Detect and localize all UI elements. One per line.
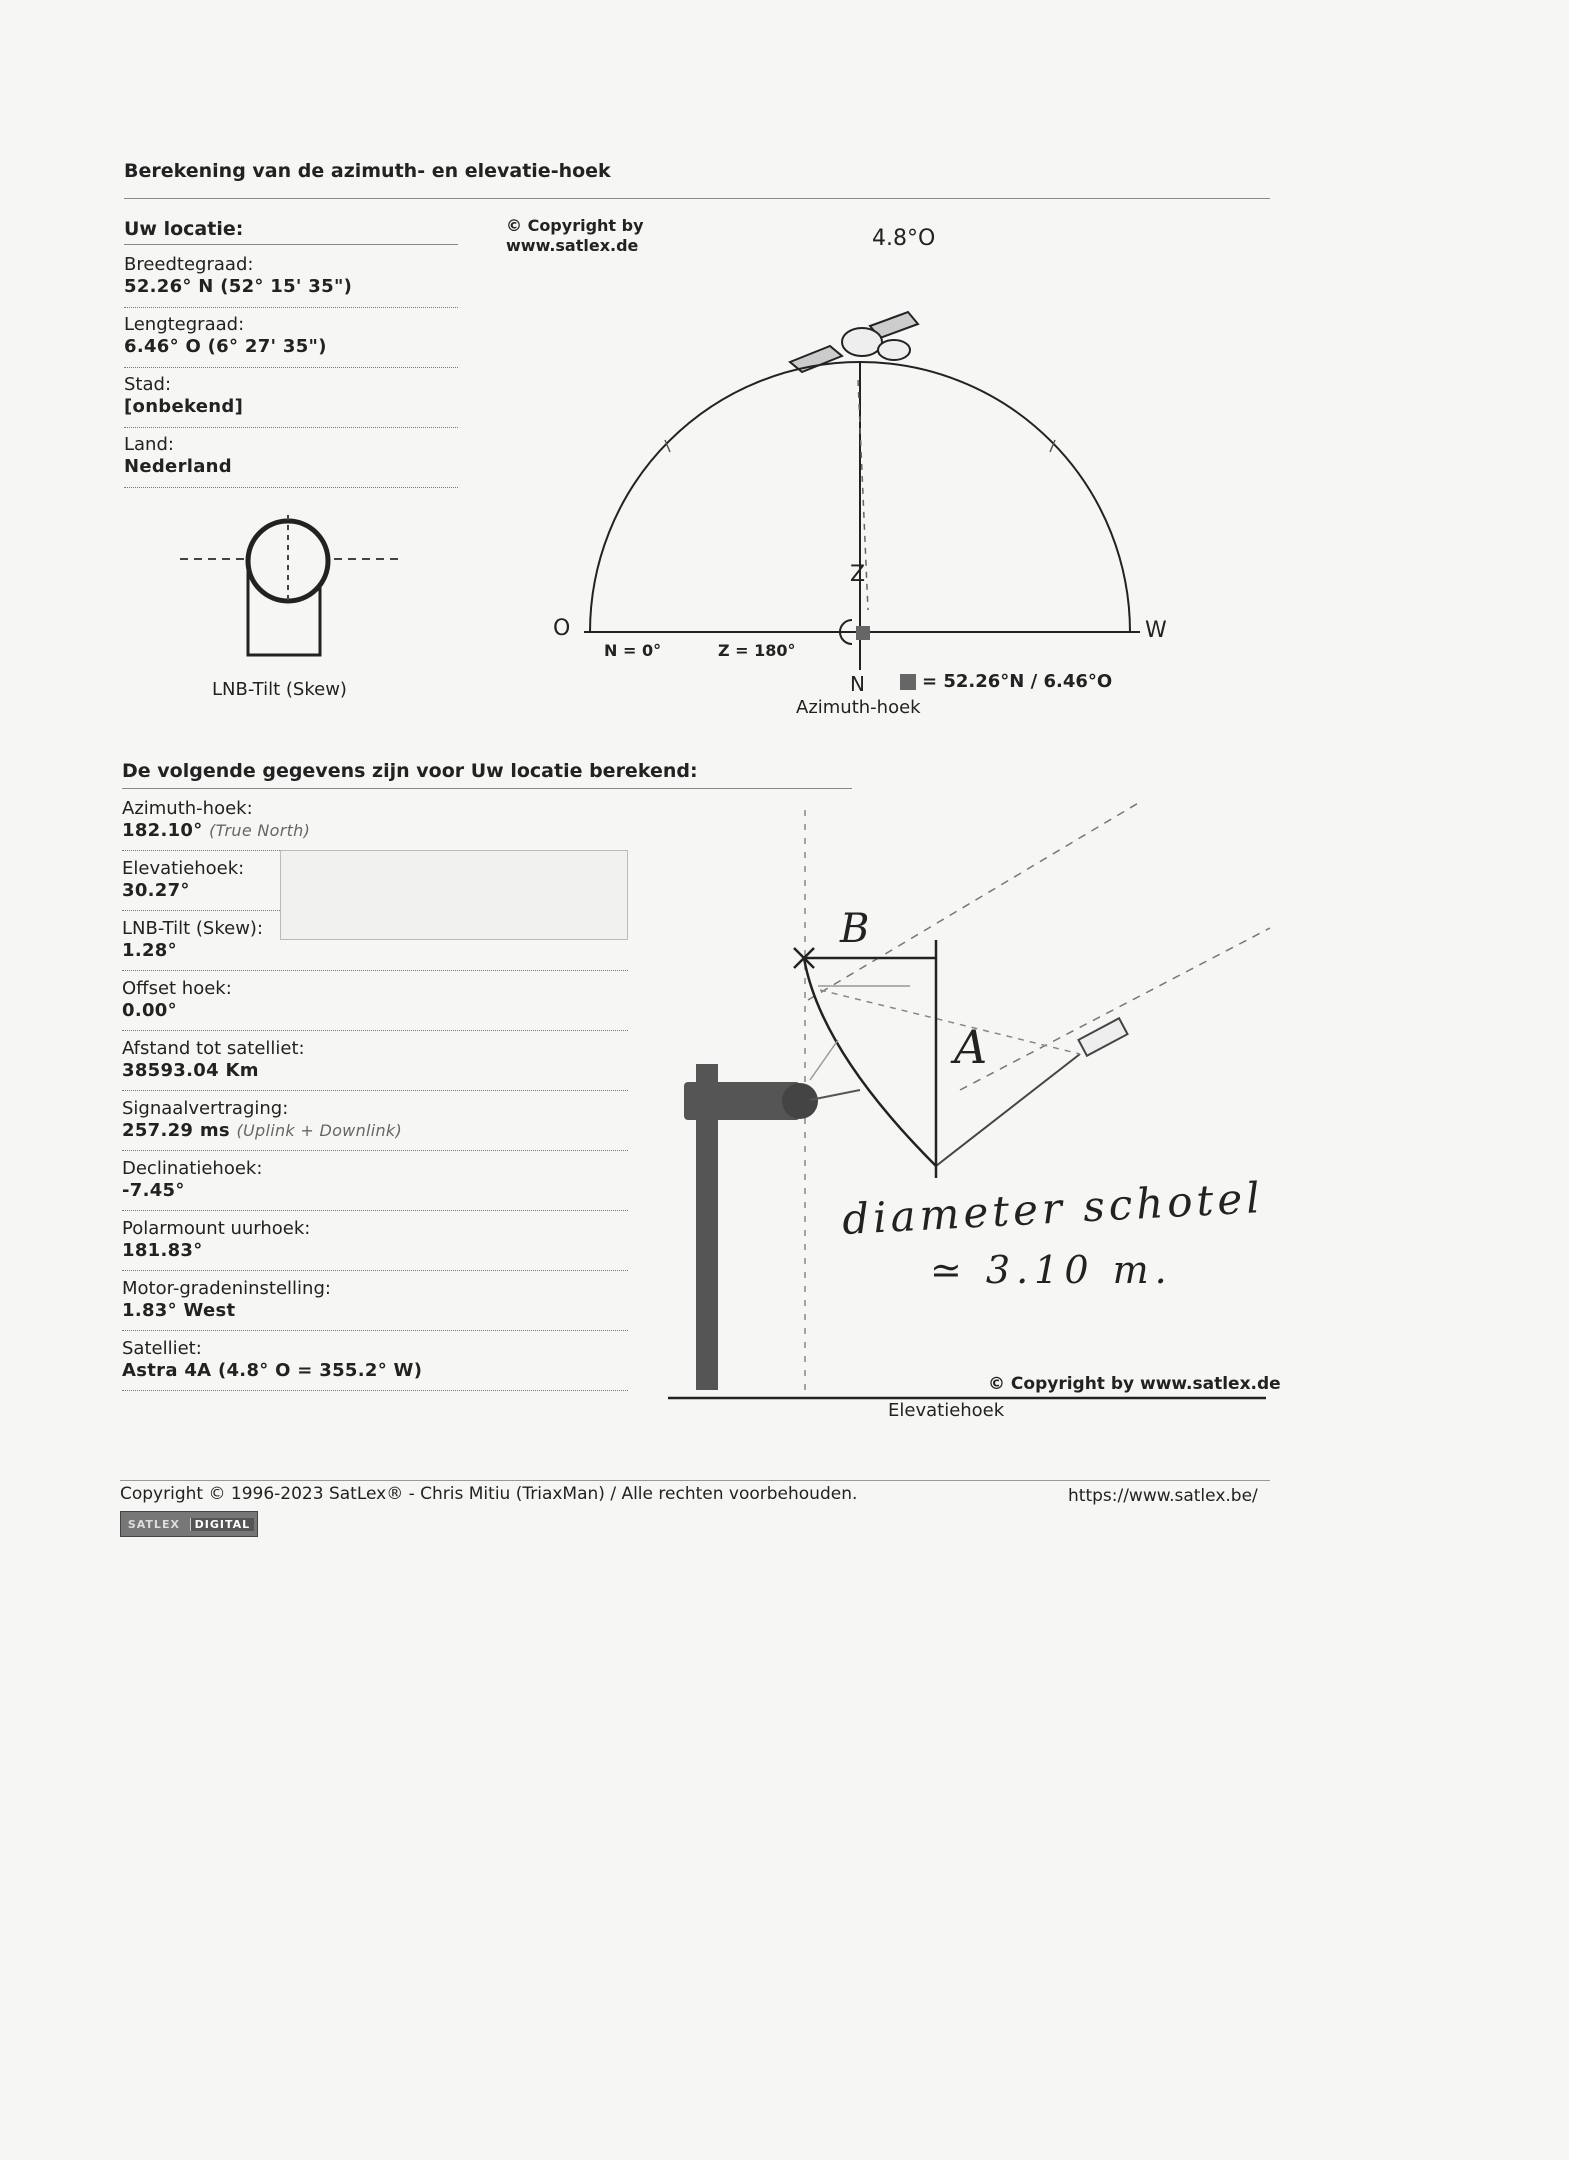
zenith-label: Z [850, 562, 866, 587]
footer-copyright: Copyright © 1996-2023 SatLex® - Chris Mitiu (TriaxMan) / Alle rechten voorbehouden. [120, 1484, 858, 1504]
result-motor [122, 1278, 331, 1322]
legend-marker [900, 674, 916, 690]
lnb-skew-diagram [170, 505, 410, 675]
declination-value: -7.45° [122, 1180, 185, 1201]
divider [122, 1030, 628, 1031]
title-divider [124, 198, 1270, 199]
satlex-digital-badge[interactable] [120, 1511, 258, 1537]
badge-left: SATLEX [127, 1517, 180, 1531]
annotation-a: A [954, 1020, 988, 1074]
copyright-line: © Copyright by [506, 216, 644, 235]
west-label: W [1145, 618, 1167, 643]
north-value: N = 0° [604, 641, 662, 660]
offset-label: Offset hoek: [122, 978, 232, 999]
handwritten-dish-label: diameter schotel [841, 1172, 1265, 1245]
results-heading-divider [122, 788, 852, 789]
signal-delay-note: (Uplink + Downlink) [236, 1121, 403, 1140]
location-item-longitude [124, 314, 327, 358]
country-label: Land: [124, 434, 174, 455]
result-declination [122, 1158, 262, 1202]
north-label: N [850, 672, 865, 696]
mount-hub [782, 1083, 818, 1119]
declination-label: Declinatiehoek: [122, 1158, 263, 1179]
elevation-value: 30.27° [122, 880, 190, 901]
location-item-country [124, 434, 232, 478]
result-skew [122, 918, 263, 962]
upper-ray [808, 802, 1140, 1000]
azimuth-caption: Azimuth-hoek [796, 697, 921, 718]
result-polarmount [122, 1218, 310, 1262]
azimuth-note: (True North) [209, 821, 311, 840]
divider [122, 1090, 628, 1091]
location-item-city [124, 374, 243, 418]
elevation-caption: Elevatiehoek [888, 1400, 1005, 1421]
location-heading: Uw locatie: [124, 218, 244, 240]
divider [122, 1390, 628, 1391]
copyright-url: www.satlex.de [506, 236, 639, 255]
elevation-label: Elevatiehoek: [122, 858, 245, 879]
result-distance [122, 1038, 305, 1082]
satellite-label: Satelliet: [122, 1338, 202, 1359]
result-satellite [122, 1338, 422, 1382]
offset-value: 0.00° [122, 1000, 177, 1021]
divider [122, 1330, 628, 1331]
divider [124, 307, 458, 308]
longitude-label: Lengtegraad: [124, 314, 245, 335]
elevation-diagram [660, 790, 1280, 1410]
annotation-b: B [840, 906, 870, 952]
lower-ray [960, 928, 1270, 1090]
longitude-value: 6.46° O (6° 27' 35") [124, 336, 327, 357]
distance-label: Afstand tot satelliet: [122, 1038, 305, 1059]
result-signal-delay [122, 1098, 402, 1142]
motor-label: Motor-gradeninstelling: [122, 1278, 331, 1299]
skew-caption: LNB-Tilt (Skew) [212, 679, 347, 700]
distance-value: 38593.04 Km [122, 1060, 259, 1081]
zenith-value: Z = 180° [718, 641, 796, 660]
badge-right: DIGITAL [190, 1518, 255, 1531]
east-label: O [553, 616, 571, 641]
location-item-latitude [124, 254, 352, 298]
divider [122, 1210, 628, 1211]
result-azimuth [122, 798, 310, 842]
focus-line [820, 990, 1080, 1054]
divider [124, 487, 458, 488]
azimuth-value: 182.10° [122, 820, 203, 841]
signal-delay-value: 257.29 ms [122, 1120, 230, 1141]
signal-delay-label: Signaalvertraging: [122, 1098, 289, 1119]
dish-profile [804, 958, 936, 1166]
page-title: Berekening van de azimuth- en elevatie-hoek [124, 160, 611, 182]
elevation-copyright: © Copyright by www.satlex.de [988, 1374, 1281, 1394]
handwritten-dish-size: ≃ 3.10 m. [930, 1248, 1173, 1292]
satellite-value: Astra 4A (4.8° O = 355.2° W) [122, 1360, 423, 1381]
city-label: Stad: [124, 374, 172, 395]
divider [122, 970, 628, 971]
divider [122, 1270, 628, 1271]
footer-url[interactable]: https://www.satlex.be/ [1068, 1486, 1258, 1506]
legend-text: = 52.26°N / 6.46°O [922, 671, 1113, 692]
correction-sticker [280, 850, 628, 940]
azimuth-copyright [506, 216, 644, 256]
latitude-label: Breedtegraad: [124, 254, 254, 275]
divider [124, 427, 458, 428]
city-value: [onbekend] [124, 396, 244, 417]
divider [124, 367, 458, 368]
results-heading: De volgende gegevens zijn voor Uw locatie berekend: [122, 760, 698, 782]
polarmount-label: Polarmount uurhoek: [122, 1218, 311, 1239]
footer-divider [120, 1480, 1270, 1481]
skew-value: 1.28° [122, 940, 177, 961]
result-elevation [122, 858, 244, 902]
azimuth-label: Azimuth-hoek: [122, 798, 253, 819]
result-offset [122, 978, 232, 1022]
satellite-position: 4.8°O [872, 226, 936, 251]
skew-label: LNB-Tilt (Skew): [122, 918, 264, 939]
divider [122, 1150, 628, 1151]
polarmount-value: 181.83° [122, 1240, 203, 1261]
location-heading-divider [124, 244, 458, 245]
location-marker [856, 626, 870, 640]
azimuth-diagram [540, 290, 1180, 670]
motor-value: 1.83° West [122, 1300, 236, 1321]
country-value: Nederland [124, 456, 232, 477]
latitude-value: 52.26° N (52° 15' 35") [124, 276, 353, 297]
